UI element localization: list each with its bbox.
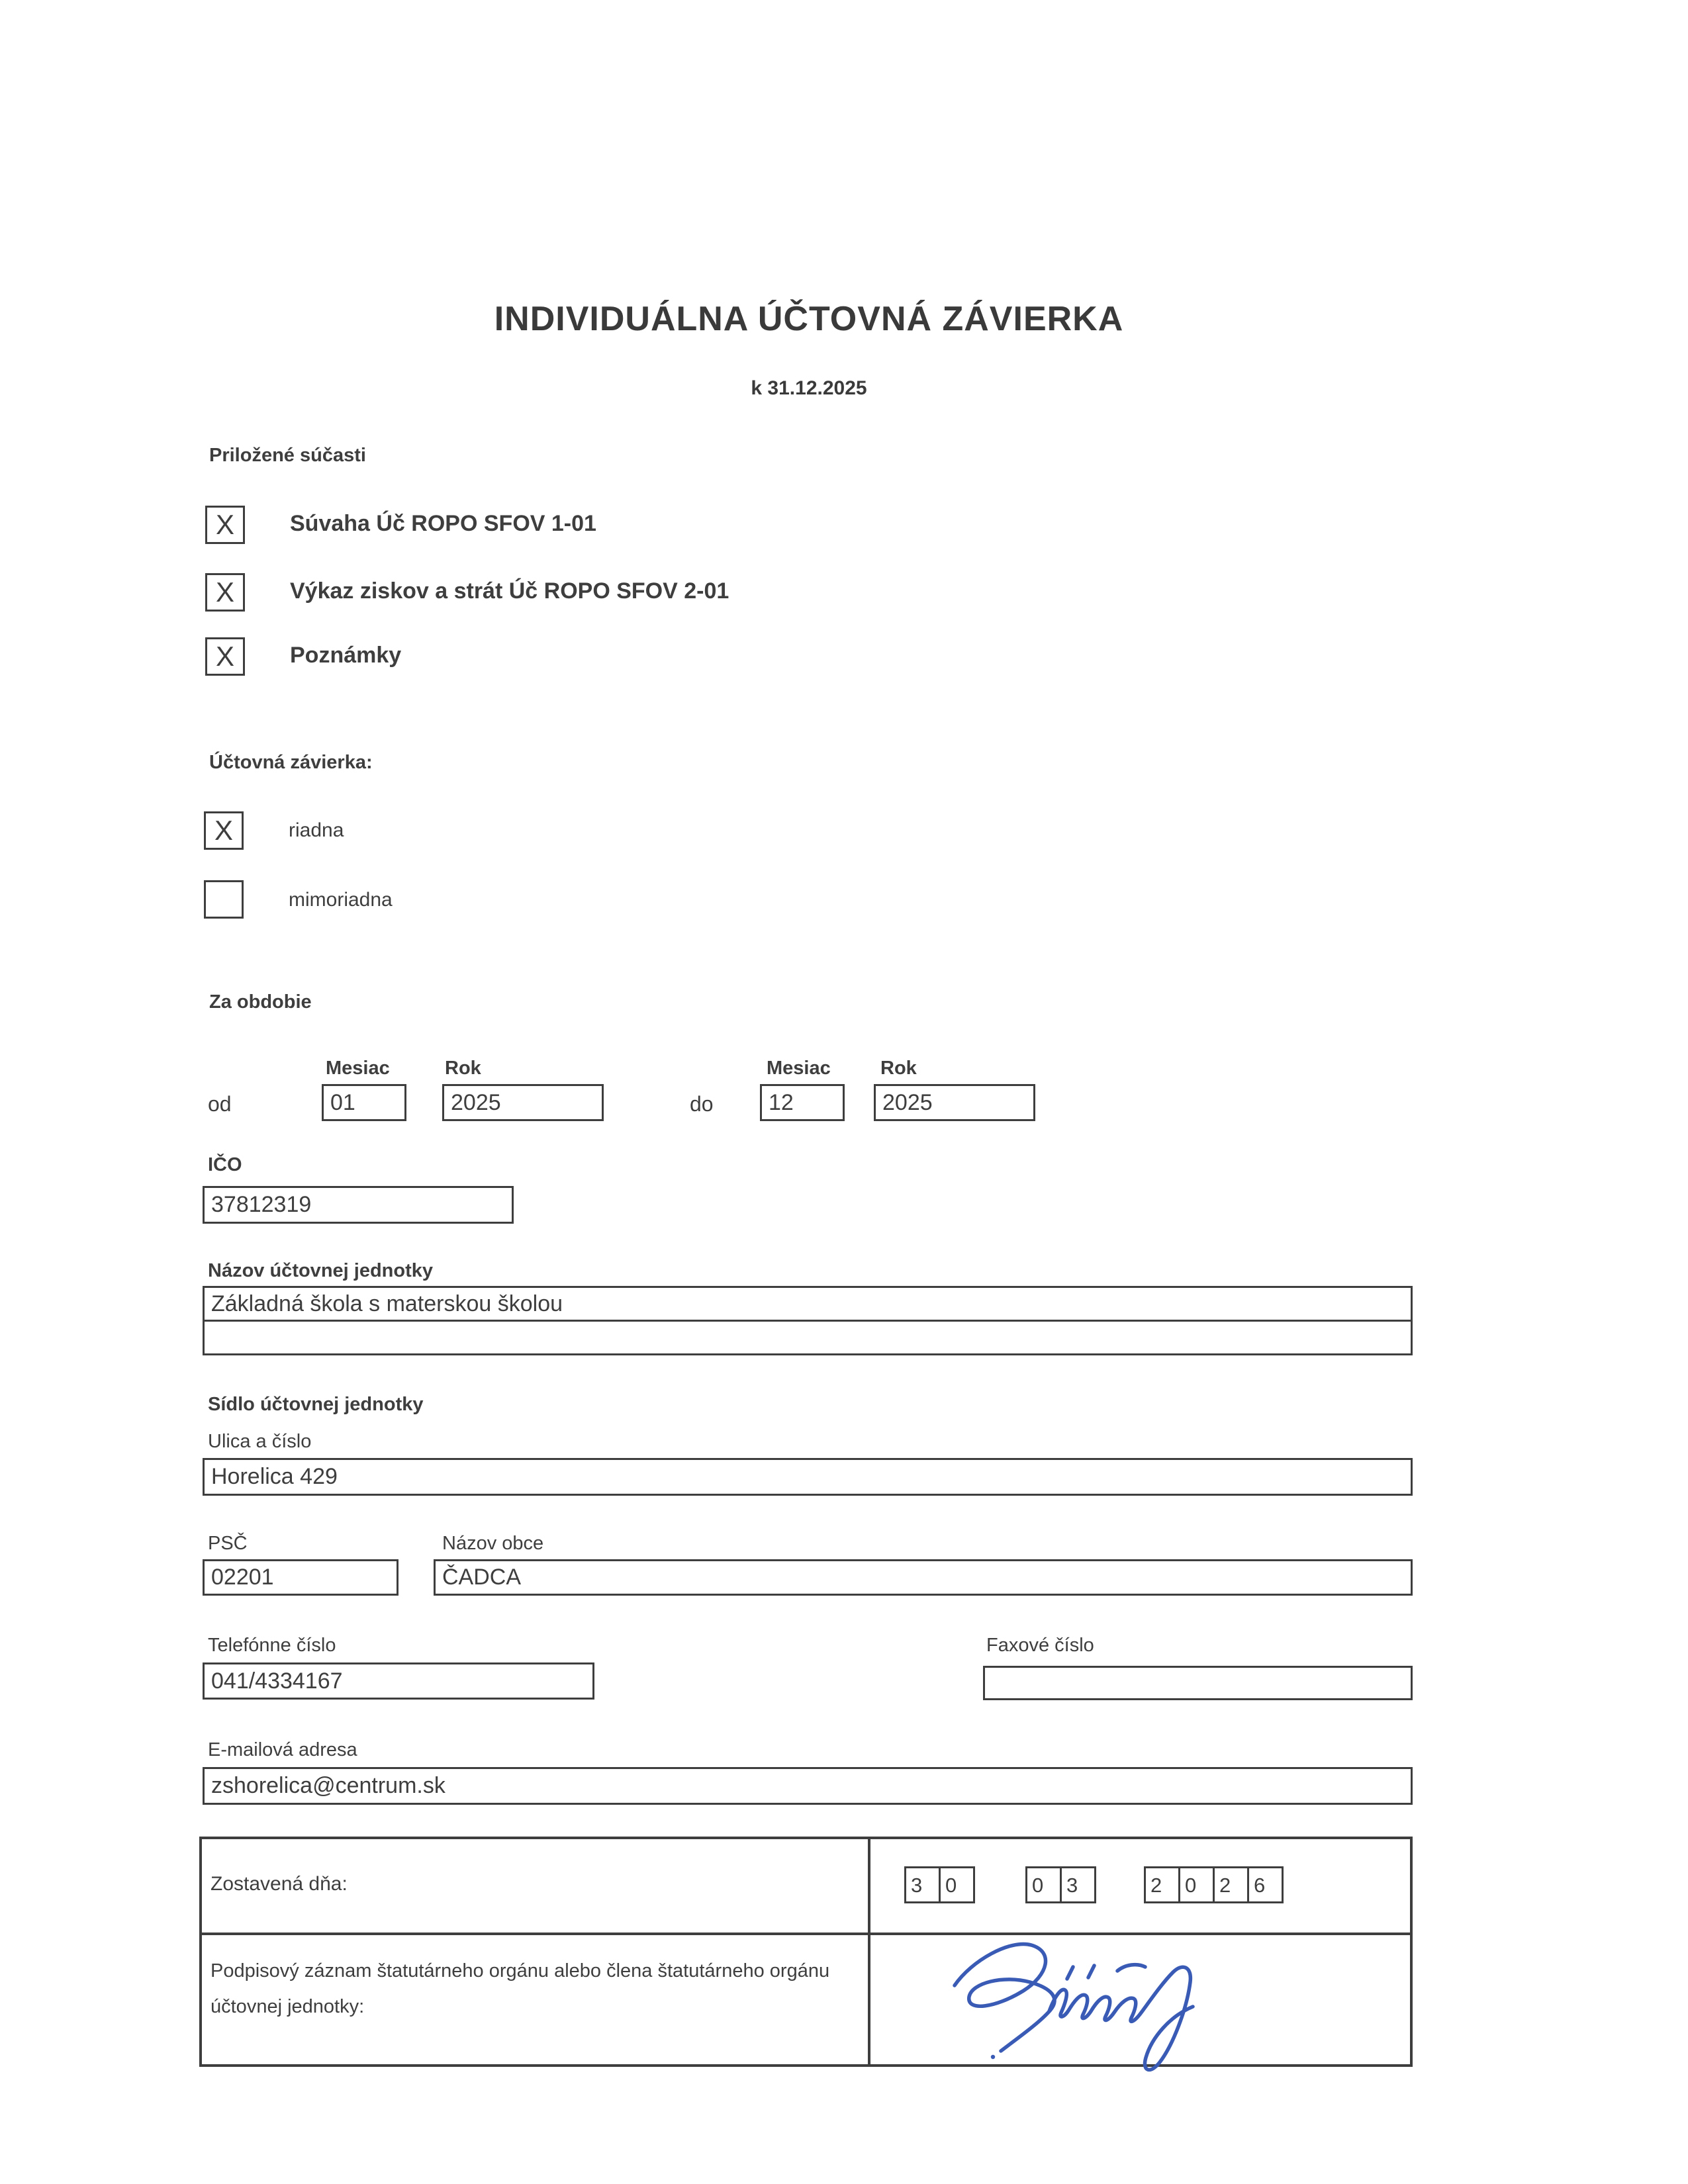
ico-label: IČO — [208, 1154, 242, 1175]
footer-table-vertical-divider — [868, 1839, 870, 2064]
period-to-label: do — [690, 1092, 714, 1116]
date-day-cells[interactable] — [904, 1866, 975, 1903]
page-subtitle: k 31.12.2025 — [751, 377, 867, 399]
period-from-year-field[interactable] — [442, 1084, 604, 1121]
option-label-mimoriadna: mimoriadna — [289, 889, 393, 911]
email-field[interactable] — [203, 1767, 1413, 1805]
period-from-year-label: Rok — [445, 1058, 481, 1079]
address-heading: Sídlo účtovnej jednotky — [208, 1394, 424, 1415]
zip-label: PSČ — [208, 1533, 248, 1554]
street-value: Horelica 429 — [211, 1464, 338, 1489]
period-from-month-field[interactable] — [322, 1084, 406, 1121]
checkbox-mimoriadna[interactable] — [204, 880, 244, 919]
period-to-month-field[interactable] — [760, 1084, 845, 1121]
compiled-date-label: Zostavená dňa: — [211, 1873, 348, 1895]
page-title: INDIVIDUÁLNA ÚČTOVNÁ ZÁVIERKA — [494, 300, 1124, 338]
entity-name-field-line2[interactable] — [203, 1320, 1413, 1355]
city-field[interactable] — [434, 1559, 1413, 1596]
fax-label: Faxové číslo — [986, 1635, 1094, 1656]
period-from-year-value: 2025 — [451, 1089, 501, 1115]
entity-name-label: Názov účtovnej jednotky — [208, 1260, 434, 1281]
entity-name-field[interactable] — [203, 1286, 1413, 1322]
period-to-month-label: Mesiac — [767, 1058, 831, 1079]
city-label: Názov obce — [442, 1533, 544, 1554]
checkbox-riadna-mark: X — [214, 815, 233, 846]
closing-heading: Účtovná závierka: — [209, 752, 373, 773]
checkbox-riadna[interactable] — [204, 811, 244, 850]
city-value: ČADCA — [442, 1565, 522, 1590]
period-heading: Za obdobie — [209, 991, 312, 1013]
street-label: Ulica a číslo — [208, 1431, 312, 1452]
period-to-year-field[interactable] — [874, 1084, 1035, 1121]
attachment-label-poznamky: Poznámky — [290, 643, 402, 668]
zip-value: 02201 — [211, 1565, 274, 1590]
date-month-cells[interactable] — [1025, 1866, 1096, 1903]
checkbox-vykaz[interactable] — [205, 573, 245, 612]
entity-name-value: Základná škola s materskou školou — [211, 1291, 563, 1316]
street-field[interactable] — [203, 1458, 1413, 1496]
date-month-digit-1: 0 — [1025, 1866, 1062, 1903]
date-year-digit-3: 2 — [1213, 1866, 1249, 1903]
ico-value: 37812319 — [211, 1192, 312, 1217]
period-from-label: od — [208, 1092, 232, 1116]
date-year-digit-2: 0 — [1178, 1866, 1215, 1903]
date-year-digit-1: 2 — [1144, 1866, 1180, 1903]
attachment-label-suvaha: Súvaha Úč ROPO SFOV 1-01 — [290, 511, 596, 536]
attachments-heading: Priložené súčasti — [209, 445, 366, 466]
date-month-digit-2: 3 — [1060, 1866, 1096, 1903]
checkbox-poznamky-mark: X — [215, 641, 234, 672]
period-to-year-label: Rok — [880, 1058, 917, 1079]
fax-field[interactable] — [983, 1666, 1413, 1700]
checkbox-suvaha-mark: X — [215, 509, 234, 540]
option-label-riadna: riadna — [289, 819, 344, 841]
date-day-digit-2: 0 — [939, 1866, 975, 1903]
phone-label: Telefónne číslo — [208, 1635, 336, 1656]
ico-field[interactable] — [203, 1186, 514, 1224]
checkbox-suvaha[interactable] — [205, 506, 245, 544]
signature-statement-label: Podpisový záznam štatutárneho orgánu alebo člena štatutárneho orgánu účtovnej jednotky: — [211, 1960, 830, 2017]
phone-field[interactable] — [203, 1662, 594, 1700]
email-value: zshorelica@centrum.sk — [211, 1773, 445, 1798]
date-day-digit-1: 3 — [904, 1866, 941, 1903]
checkbox-vykaz-mark: X — [215, 576, 234, 608]
email-label: E-mailová adresa — [208, 1739, 357, 1760]
period-from-month-label: Mesiac — [326, 1058, 390, 1079]
period-to-year-value: 2025 — [882, 1089, 933, 1115]
signature — [927, 1931, 1244, 2090]
date-year-cells[interactable] — [1144, 1866, 1284, 1903]
zip-field[interactable] — [203, 1559, 399, 1596]
period-from-month-value: 01 — [330, 1089, 355, 1115]
attachment-label-vykaz: Výkaz ziskov a strát Úč ROPO SFOV 2-01 — [290, 578, 729, 604]
period-to-month-value: 12 — [769, 1089, 794, 1115]
date-year-digit-4: 6 — [1247, 1866, 1284, 1903]
phone-value: 041/4334167 — [211, 1668, 343, 1694]
checkbox-poznamky[interactable] — [205, 637, 245, 676]
